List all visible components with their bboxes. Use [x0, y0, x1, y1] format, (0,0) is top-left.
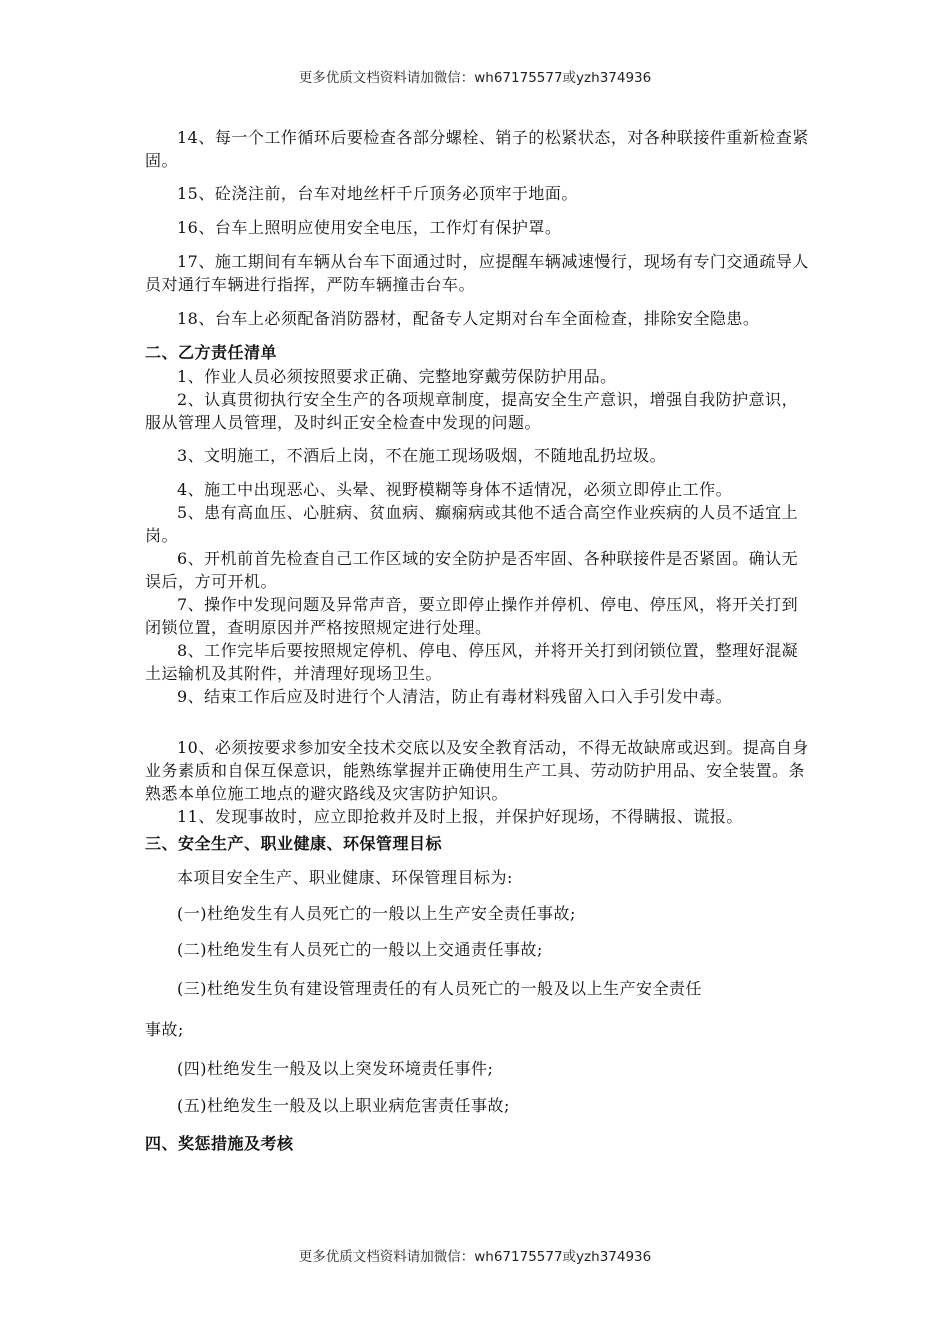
section-heading: 三、安全生产、职业健康、环保管理目标 [145, 834, 443, 853]
paragraph: 本项目安全生产、职业健康、环保管理目标为: [177, 868, 513, 887]
list-item: 2、认真贯彻执行安全生产的各项规章制度，提高安全生产意识，增强自我防护意识，服从管理人员管理，及时纠正安全检查中发现的问题。 [145, 390, 799, 432]
list-item: 9、结束工作后应及时进行个人清洁，防止有毒材料残留入口入手引发中毒。 [177, 687, 733, 706]
goal-item: (五)杜绝发生一般及以上职业病危害责任事故; [177, 1096, 510, 1115]
goal-item: (四)杜绝发生一般及以上突发环境责任事件; [177, 1059, 494, 1078]
paragraph: 17、施工期间有车辆从台车下面通过时，应提醒车辆减速慢行，现场有专门交通疏导人员对通行车辆进行指挥，严防车辆撞击台车。 [145, 252, 809, 294]
list-item: 7、操作中发现问题及异常声音，要立即停止操作并停机、停电、停压风，将开关打到闭锁位置，查明原因并严格按照规定进行处理。 [145, 595, 799, 637]
paragraph: 14、每一个工作循环后要检查各部分螺栓、销子的松紧状态，对各种联接件重新检查紧固。 [145, 128, 809, 170]
section-heading: 四、奖惩措施及考核 [145, 1134, 294, 1153]
list-item: 10、必须按要求参加安全技术交底以及安全教育活动，不得无故缺席或迟到。提高自身业务素质和自保互保意识，能熟练掌握并正确使用生产工具、劳动防护用品、安全装置。条熟悉本单位施工地点的避灾路线及灾害防护知识。 [145, 738, 809, 803]
list-item: 3、文明施工，不酒后上岗，不在施工现场吸烟，不随地乱扔垃圾。 [177, 446, 667, 465]
list-item: 8、工作完毕后要按照规定停机、停电、停压风，并将开关打到闭锁位置，整理好混凝土运输机及其附件，并清理好现场卫生。 [145, 641, 799, 683]
section-heading: 二、乙方责任清单 [145, 343, 278, 362]
list-item: 6、开机前首先检查自己工作区域的安全防护是否牢固、各种联接件是否紧固。确认无误后，方可开机。 [145, 549, 799, 591]
paragraph: 15、砼浇注前，台车对地丝杆千斤顶务必顶牢于地面。 [177, 184, 578, 203]
goal-item: 事故; [145, 1020, 184, 1039]
paragraph: 18、台车上必须配备消防器材，配备专人定期对台车全面检查，排除安全隐患。 [177, 309, 760, 328]
goal-item: (三)杜绝发生负有建设管理责任的有人员死亡的一般及以上生产安全责任 [177, 979, 702, 998]
page-footer: 更多优质文档资料请加微信：wh67175577或yzh374936 [298, 1249, 652, 1265]
goal-item: (二)杜绝发生有人员死亡的一般以上交通责任事故; [177, 940, 543, 959]
list-item: 4、施工中出现恶心、头晕、视野模糊等身体不适情况，必须立即停止工作。 [177, 480, 733, 499]
list-item: 1、作业人员必须按照要求正确、完整地穿戴劳保防护用品。 [177, 367, 617, 386]
list-item: 11、发现事故时，应立即抢救并及时上报，并保护好现场，不得瞒报、谎报。 [177, 807, 743, 826]
goal-item: (一)杜绝发生有人员死亡的一般以上生产安全责任事故; [177, 904, 576, 923]
list-item: 5、患有高血压、心脏病、贫血病、癫痫病或其他不适合高空作业疾病的人员不适宜上岗。 [145, 503, 799, 545]
page-header: 更多优质文档资料请加微信：wh67175577或yzh374936 [298, 70, 652, 86]
document-body [145, 126, 810, 1156]
paragraph: 16、台车上照明应使用安全电压，工作灯有保护罩。 [177, 218, 562, 237]
